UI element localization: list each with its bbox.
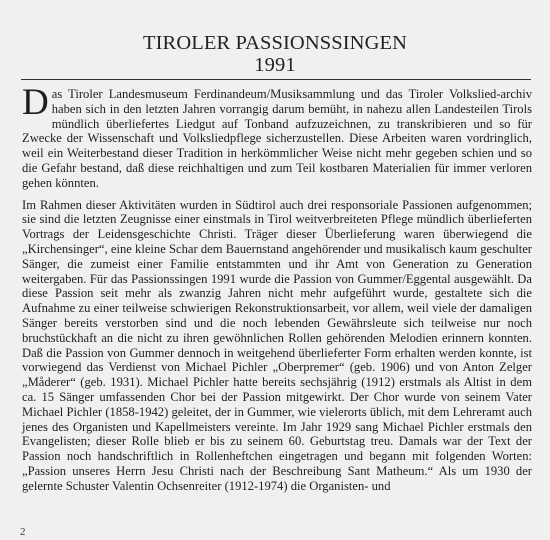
title-line-2: 1991	[254, 54, 296, 76]
paragraph-2	[22, 198, 532, 494]
drop-cap-letter: D	[22, 82, 49, 123]
page-number: 2	[20, 526, 26, 538]
paragraph-1	[22, 82, 532, 191]
title-line-1: TIROLER PASSIONSSINGEN	[143, 32, 407, 54]
article-body	[22, 82, 532, 494]
title-divider	[21, 79, 531, 80]
paragraph-1-text: as Tiroler Landesmuseum Ferdinandeum/Musiksammlung und das Tiroler Volkslied-archiv haben sich in den letzten Jahren vorrangig darum bemüht, in nahezu allen Landesteilen Tirols mündlich überliefertes Liedgut auf Tonband aufzuzeichnen, zu transkribieren und so für Zwecke der Wissenschaft und Volksliedpflege sicherzustellen. Diese Arbeiten waren vordringlich, weil ein Weiterbestand dieser Tradition in herkömmlicher Weise nicht mehr gegeben schien und so die Gefahr bestand, daß diese reichhaltigen und zum Teil kostbaren Materialien für immer verloren gehen könnten.	[22, 87, 532, 190]
page-title	[20, 32, 530, 76]
paragraph-2-text: Im Rahmen dieser Aktivitäten wurden in Südtirol auch drei responsoriale Passionen aufgenommen; sie sind die letzten Zeugnisse einer einstmals in Tirol weitverbreiteten Pflege mündlich überlieferten Vortrags der Leidensgeschichte Christi. Träger dieser Überlieferung waren überwiegend die „Kirchensinger“, eine kleine Schar dem Bauernstand angehörender und musikalisch kaum geschulter Sänger, die zumeist einer Familie entstammten und ihr Amt von Generation zu Generation weitergaben. Für das Passionssingen 1991 wurde die Passion von Gummer/Eggental ausgewählt. Da diese Passion seit mehr als zwanzig Jahren nicht mehr aufgeführt wurde, gestaltete sich die Aufnahme zu einer teilweise schwierigen Rekonstruktionsarbeit, vor allem, weil viele der damaligen Sänger bereits verstorben sind und die noch lebenden Gewährsleute sich teilweise nur noch bruchstückhaft an die nicht zu ihren gewöhnlichen Rollen gehörenden Melodien erinnern konnten. Daß die Passion von Gummer dennoch in weitgehend überlieferter Form erhalten werden konnte, ist vorwiegend das Verdienst von Michael Pichler „Oberpremer“ (geb. 1906) und von Anton Zelger „Måderer“ (geb. 1931). Michael Pichler hatte bereits sechsjährig (1912) erstmals als Altist in dem ca. 15 Sänger umfassenden Chor bei der Passion mitgewirkt. Der Chor wurde von seinem Vater Michael Pichler (1858-1942) geleitet, der in Gummer, wie vielerorts üblich, mit dem Lehreramt auch jenes des Organisten und Kapellmeisters vereinte. Im Jahr 1929 sang Michael Pichler erstmals den Evangelisten; dieser Rolle blieb er bis zu seinem 60. Geburtstag treu. Damals war der Text der Passion noch handschriftlich in Rollenheftchen eingetragen und begann mit folgenden Worten: „Passion unseres Herrn Jesu Christi nach der Beschreibung Sant Matheum.“ Als um 1930 der gelernte Schuster Valentin Ochsenreiter (1912-1974) die Organisten- und	[22, 197, 532, 493]
